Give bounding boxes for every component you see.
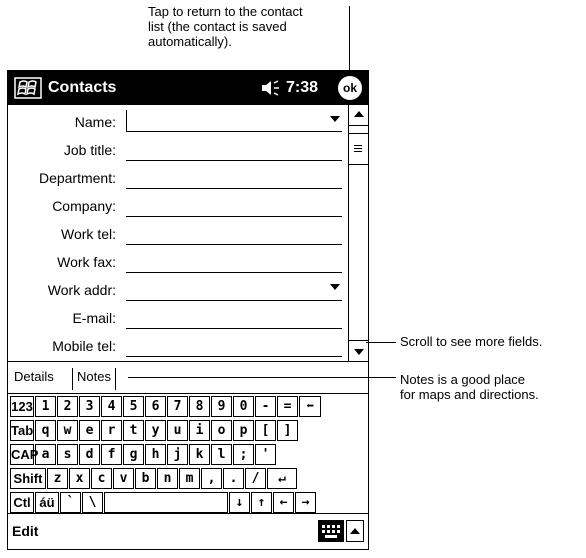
field-label: Work addr: [47,282,116,298]
key[interactable]: , [201,468,222,489]
key[interactable]: u [167,420,188,441]
input-panel-arrow-button[interactable] [346,520,364,542]
start-menu-icon[interactable] [14,77,42,99]
edit-menu[interactable]: Edit [12,523,39,539]
key[interactable]: ↵ [267,468,297,489]
field-input[interactable] [126,188,342,189]
key[interactable]: b [135,468,156,489]
key[interactable]: 7 [167,396,188,417]
key[interactable]: \ [82,492,103,513]
keyboard-row [8,492,368,514]
field-row [8,135,348,163]
key[interactable]: = [277,396,298,417]
ok-callout-text: Tap to return to the contact list (the contact is saved automatically). [148,4,303,49]
field-row [8,331,348,359]
key[interactable]: g [123,444,144,465]
clock[interactable]: 7:38 [286,79,319,96]
key[interactable]: s [57,444,78,465]
key[interactable]: t [123,420,144,441]
key[interactable]: Tab [10,420,34,441]
field-input[interactable] [126,328,342,329]
key[interactable]: f [101,444,122,465]
key[interactable]: 5 [123,396,144,417]
scroll-down-button[interactable] [349,340,368,361]
field-input[interactable] [126,160,342,161]
key[interactable]: ← [273,492,294,513]
key[interactable]: [ [255,420,276,441]
key[interactable]: z [47,468,68,489]
key[interactable]: ↓ [229,492,250,513]
key[interactable]: h [145,444,166,465]
field-label: E-mail: [72,310,116,326]
field-label: Job title: [63,142,116,158]
key[interactable]: 9 [211,396,232,417]
key[interactable]: 2 [57,396,78,417]
key[interactable]: p [233,420,254,441]
field-label: Mobile tel: [52,338,116,354]
key[interactable]: y [145,420,166,441]
key[interactable]: Ctl [10,492,34,513]
keyboard-icon[interactable] [318,520,344,542]
name-field[interactable] [126,110,342,132]
key[interactable]: - [255,396,276,417]
key[interactable]: ` [60,492,81,513]
key[interactable]: Shift [10,468,46,489]
field-input[interactable] [126,272,342,273]
arrow-up-icon [350,528,360,534]
app-title: Contacts [48,79,117,96]
field-input[interactable] [126,216,342,217]
key[interactable]: / [245,468,266,489]
dropdown-arrow-icon[interactable] [330,284,340,290]
field-input[interactable] [126,300,342,301]
key[interactable]: o [211,420,232,441]
key[interactable]: ' [255,444,276,465]
key[interactable]: v [113,468,134,489]
key[interactable]: → [295,492,316,513]
field-input[interactable] [126,244,342,245]
field-row [8,247,348,275]
key[interactable]: . [223,468,244,489]
key[interactable]: 6 [145,396,166,417]
scroll-callout-text: Scroll to see more fields. [400,334,543,349]
key[interactable]: CAP [10,444,34,465]
tab-notes[interactable]: Notes [72,368,116,390]
tab-strip [8,361,368,392]
vertical-scrollbar[interactable] [348,105,368,361]
field-row [8,107,348,135]
key[interactable]: ; [233,444,254,465]
key[interactable]: q [35,420,56,441]
keyboard-row [8,420,368,442]
key[interactable]: m [179,468,200,489]
keyboard-row [8,396,368,418]
dropdown-arrow-icon[interactable] [330,116,340,122]
key[interactable]: áü [35,492,59,513]
menu-bar [8,513,368,550]
field-row [8,219,348,247]
key[interactable]: 4 [101,396,122,417]
key[interactable]: n [157,468,178,489]
field-input[interactable] [126,356,342,357]
key[interactable]: 123 [10,396,34,417]
key[interactable]: ⬅ [299,396,321,417]
arrow-down-icon [354,349,364,355]
speaker-icon[interactable] [260,79,280,97]
soft-keyboard [8,393,368,514]
key[interactable]: l [211,444,232,465]
key[interactable]: 0 [233,396,254,417]
field-label: Company: [52,198,116,214]
key[interactable]: w [57,420,78,441]
key[interactable]: a [35,444,56,465]
scroll-up-button[interactable] [349,105,368,126]
tab-details[interactable]: Details [14,369,54,384]
field-label: Name: [74,114,116,130]
field-label: Department: [38,170,116,186]
field-label: Work fax: [57,254,116,270]
key[interactable]: d [79,444,100,465]
key[interactable]: x [69,468,90,489]
key[interactable]: e [79,420,100,441]
field-label: Work tel: [61,226,116,242]
key[interactable]: 8 [189,396,210,417]
key[interactable]: ] [277,420,298,441]
key[interactable]: 3 [79,396,100,417]
key[interactable]: i [189,420,210,441]
scroll-thumb[interactable] [349,133,368,165]
pocket-pc-screen [7,70,369,550]
key[interactable]: c [91,468,112,489]
keyboard-row [8,468,368,490]
field-row [8,163,348,191]
field-row [8,191,348,219]
ok-callout-line [349,6,350,74]
field-row [8,275,348,303]
notes-callout-text: Notes is a good place for maps and directions. [400,372,539,402]
key[interactable]: r [101,420,122,441]
contact-form [8,105,348,361]
arrow-up-icon [354,111,364,117]
keyboard-row [8,444,368,466]
space-key[interactable] [104,492,228,513]
key[interactable]: ↑ [251,492,272,513]
field-row [8,303,348,331]
title-bar [8,71,368,105]
key[interactable]: j [167,444,188,465]
ok-button[interactable]: ok [338,76,362,100]
scroll-callout-line [366,342,396,343]
key[interactable]: k [189,444,210,465]
key[interactable]: 1 [35,396,56,417]
